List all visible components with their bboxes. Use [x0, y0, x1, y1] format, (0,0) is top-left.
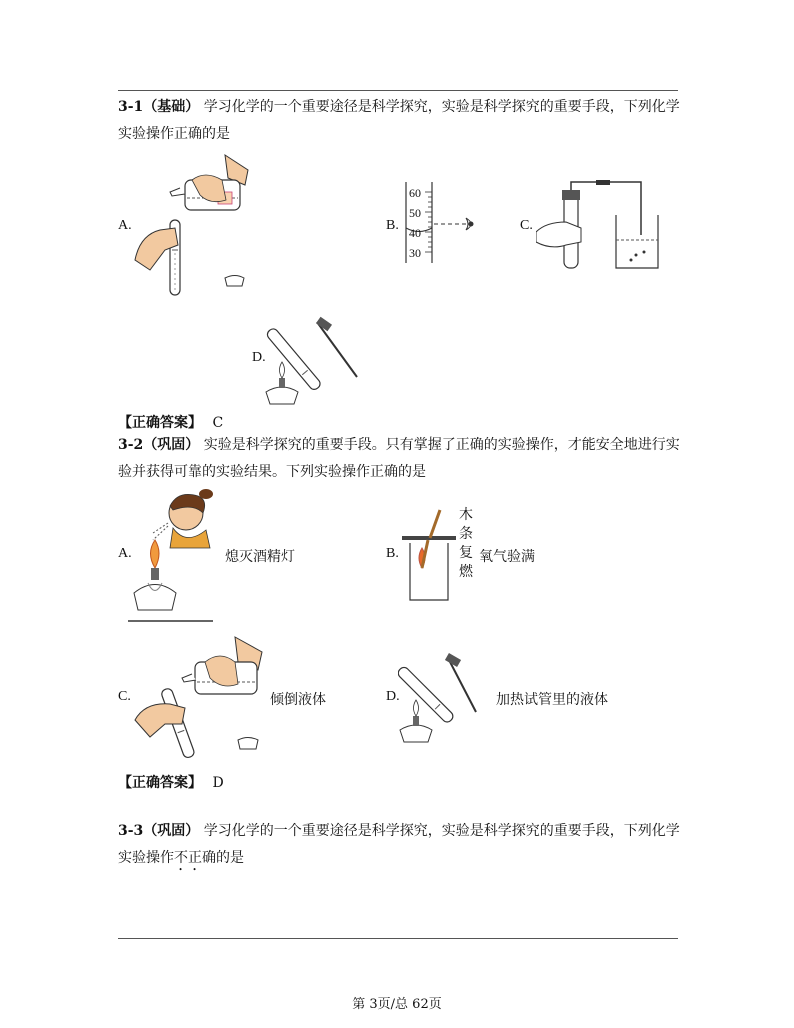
question-number: 3-2（巩固）: [118, 437, 200, 453]
answer-3-2: [118, 772, 224, 792]
caption-c: 倾倒液体: [270, 692, 326, 708]
heating-test-tube-figure: [398, 650, 488, 745]
pouring-liquid-figure: [130, 632, 268, 764]
answer-value: D: [212, 775, 224, 791]
caption-b-vertical: [459, 506, 475, 582]
option-a-label: A.: [118, 218, 132, 233]
answer-label: 【正确答案】: [118, 415, 202, 431]
emphasized-text: 不正: [174, 850, 202, 866]
answer-value: C: [212, 415, 224, 431]
vertical-char: 复: [459, 545, 473, 561]
answer-3-1: [118, 412, 223, 432]
option-c-label: C.: [118, 689, 131, 704]
blowing-out-alcohol-lamp-figure: [128, 488, 223, 623]
question-3-2: [118, 432, 680, 486]
option-a-label: A.: [118, 546, 132, 561]
heating-test-tube-figure: [262, 312, 372, 407]
question-number: 3-1（基础）: [118, 99, 200, 115]
caption-b: 氧气验满: [479, 549, 535, 565]
oxygen-full-check-figure: [400, 508, 460, 603]
airtightness-check-figure: [536, 180, 661, 270]
option-b-label: B.: [386, 218, 399, 233]
page-footer: 第 3页/总 62页: [352, 997, 442, 1012]
question-text: 学习化学的一个重要途径是科学探究，实验是科学探究的重要手段，下列化学实验操作: [118, 823, 680, 866]
vertical-char: 木: [459, 507, 473, 523]
option-b-label: B.: [386, 546, 399, 561]
option-d-label: D.: [386, 689, 400, 704]
tick-30: 30: [409, 246, 421, 260]
question-3-3: [118, 818, 680, 874]
pouring-liquid-figure: [130, 150, 255, 300]
question-text: 学习化学的一个重要途径是科学探究，实验是科学探究的重要手段，下列化学实验操作正确的是: [118, 99, 680, 142]
question-3-1: [118, 94, 680, 148]
option-c-label: C.: [520, 218, 533, 233]
tick-60: 60: [409, 186, 421, 200]
question-number: 3-3（巩固）: [118, 823, 200, 839]
question-text: 实验是科学探究的重要手段。只有掌握了正确的实验操作，才能安全地进行实验并获得可靠的实验结果。下列实验操作正确的是: [118, 437, 680, 480]
question-text-end: 确的是: [202, 850, 244, 866]
option-d-label: D.: [252, 350, 266, 365]
footer-rule: [118, 938, 678, 939]
tick-40: 40: [409, 226, 421, 240]
caption-a: 熄灭酒精灯: [225, 549, 295, 565]
answer-label: 【正确答案】: [118, 775, 202, 791]
vertical-char: 条: [459, 526, 473, 542]
header-rule: [118, 90, 678, 91]
caption-d: 加热试管里的液体: [496, 692, 608, 708]
vertical-char: 燃: [459, 564, 473, 580]
tick-50: 50: [409, 206, 421, 220]
